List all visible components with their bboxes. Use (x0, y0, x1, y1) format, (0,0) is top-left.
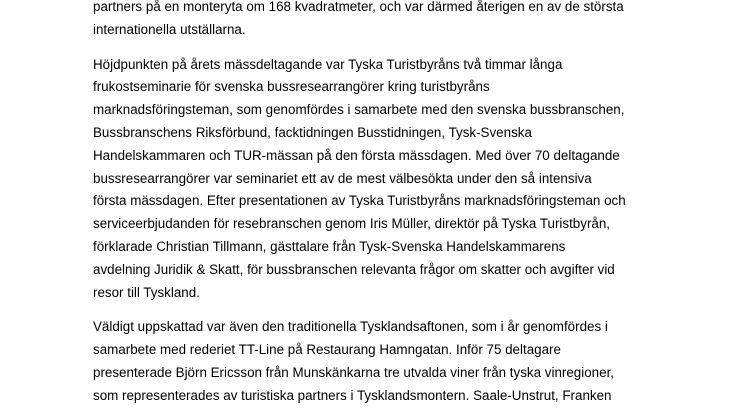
text-line: marknadsföringsteman, som genomfördes i samarbete med den svenska bussbranschen, (93, 102, 625, 118)
text-line: presenterade Björn Ericsson från Munskänkarna tre utvalda viner från tyska vinregioner, (93, 364, 615, 380)
body-text (93, 0, 693, 419)
paragraph-1 (93, 0, 693, 42)
text-line: resor till Tyskland. (93, 284, 200, 300)
text-line: samarbete med rederiet TT-Line på Restaurang Hamngatan. Inför 75 deltagare (93, 342, 561, 358)
paragraph-2 (93, 54, 693, 305)
text-line: avdelning Juridik & Skatt, för bussbranschen relevanta frågor om skatter och avgifter vid (93, 261, 615, 277)
text-line: Handelskammaren och TUR-mässan på den första mässdagen. Med över 70 deltagande (93, 147, 620, 163)
text-line: Höjdpunkten på årets mässdeltagande var Tyska Turistbyråns två timmar långa (93, 56, 563, 72)
text-line: Väldigt uppskattad var även den traditionella Tysklandsaftonen, som i år genomfördes i (93, 319, 608, 335)
text-line: serviceerbjudanden för resebranschen genom Iris Müller, direktör på Tyska Turistbyrån, (93, 216, 611, 232)
text-line: första mässdagen. Efter presentationen av Tyska Turistbyråns marknadsföringsteman och (93, 193, 626, 209)
text-line: som representerades av turistiska partners i Tysklandsmontern. Saale-Unstrut, Franken (93, 387, 612, 403)
text-line: Bussbranschens Riksförbund, facktidningen Busstidningen, Tysk-Svenska (93, 124, 532, 140)
text-line: internationella utställarna. (93, 21, 246, 37)
paragraph-3 (93, 316, 693, 407)
text-line: frukostseminarie för svenska bussresearrangörer kring turistbyråns (93, 79, 490, 95)
text-line: förklarade Christian Tillmann, gästtalare från Tysk-Svenska Handelskammarens (93, 238, 566, 254)
text-line: bussresearrangörer var seminariet ett av de mest välbesökta under den så intensiva (93, 170, 592, 186)
text-line: partners på en monteryta om 168 kvadratmeter, och var därmed återigen en av de största (93, 0, 624, 14)
